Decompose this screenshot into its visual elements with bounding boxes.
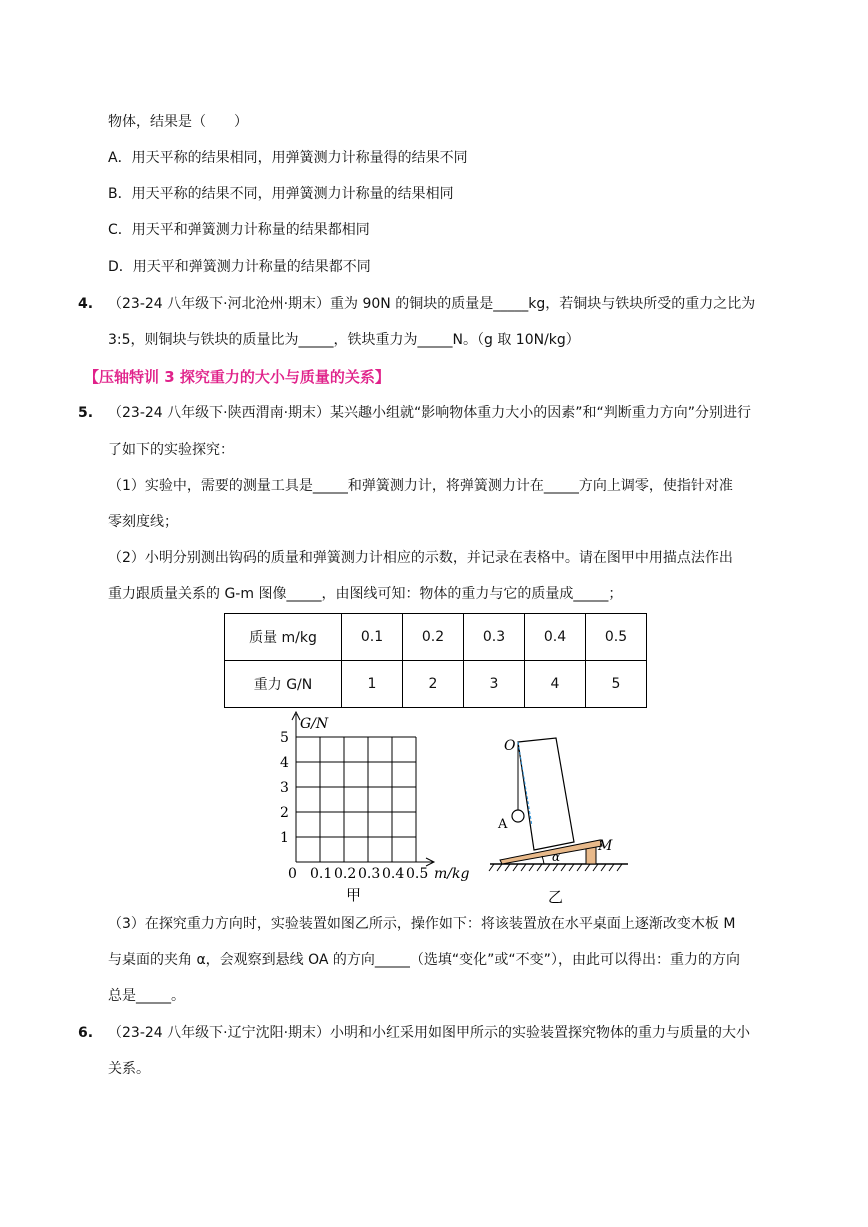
mass-weight-table [224, 613, 647, 708]
x-tick-label: 0.1 [310, 866, 333, 882]
q4-line1: （23-24 八年级下·河北沧州·期末）重为 90N 的铜块的质量是_____kg，若铜块与铁块所受的重力之比为 [108, 296, 756, 312]
table-cell: 质量 m/kg [225, 614, 342, 661]
q5-number: 5. [78, 405, 94, 421]
y-axis-label: G/N [300, 716, 329, 732]
table-cell: 0.4 [525, 614, 586, 661]
q5-line1: （23-24 八年级下·陕西渭南·期末）某兴趣小组就“影响物体重力大小的因素”和“判断重力方向”分别进行 [108, 405, 752, 421]
q3-option-d: D．用天平和弹簧测力计称量的结果都不同 [108, 259, 371, 275]
figure-yi-caption: 乙 [548, 888, 564, 906]
q5-part2-line2: 重力跟质量关系的 G-m 图像_____，由图线可知：物体的重力与它的质量成_____； [108, 586, 623, 602]
figure-yi-apparatus [488, 730, 638, 910]
x-tick-label: 0.4 [382, 866, 405, 882]
table-cell: 0.1 [342, 614, 403, 661]
table-row [225, 661, 647, 708]
label-a: A [498, 817, 508, 832]
figure-jia-grid [270, 706, 480, 906]
q3-stem-tail: 物体，结果是（ ） [108, 114, 248, 130]
q6-line2: 关系。 [108, 1061, 150, 1077]
q3-option-c: C．用天平和弹簧测力计称量的结果都相同 [108, 222, 370, 238]
x-tick-label: 0.3 [358, 866, 381, 882]
table-cell: 重力 G/N [225, 661, 342, 708]
table-cell: 0.2 [403, 614, 464, 661]
table-row [225, 614, 647, 661]
x-tick-label: 0.2 [334, 866, 357, 882]
x-axis-label: m/kg [434, 866, 470, 882]
q6-line1: （23-24 八年级下·辽宁沈阳·期末）小明和小红采用如图甲所示的实验装置探究物体的重力与质量的大小 [108, 1025, 751, 1041]
x-tick-label: 0.5 [406, 866, 429, 882]
q5-part3-line1: （3）在探究重力方向时，实验装置如图乙所示，操作如下：将该装置放在水平桌面上逐渐改变木板 M [108, 916, 736, 932]
y-tick-label: 3 [280, 780, 289, 796]
q6-number: 6. [78, 1025, 94, 1041]
ground-hatching [489, 864, 622, 871]
y-tick-label: 1 [280, 830, 289, 846]
angle-arc [542, 856, 544, 864]
q5-part1-line1: （1）实验中，需要的测量工具是_____和弹簧测力计，将弹簧测力计在_____方向上调零，使指针对准 [108, 478, 733, 494]
table-cell: 2 [403, 661, 464, 708]
q4-line2: 3:5，则铜块与铁块的质量比为_____，铁块重力为_____N。（g 取 10N/kg） [108, 332, 580, 348]
label-o: O [504, 738, 516, 754]
table-cell: 3 [464, 661, 525, 708]
table-cell: 4 [525, 661, 586, 708]
q5-part1-line2: 零刻度线； [108, 514, 178, 530]
y-tick-label: 5 [280, 730, 289, 746]
q5-part3-line2: 与桌面的夹角 α，会观察到悬线 OA 的方向_____（选填“变化”或“不变”），由此可以得出：重力的方向 [108, 952, 740, 968]
figure-jia-caption: 甲 [346, 886, 362, 904]
q5-part3-line3: 总是_____。 [108, 988, 185, 1004]
plumb-bob [512, 810, 524, 822]
q5-line2: 了如下的实验探究： [108, 442, 234, 458]
q3-option-b: B．用天平称的结果不同，用弹簧测力计称量的结果相同 [108, 186, 454, 202]
label-alpha: α [552, 850, 561, 864]
q5-part2-line1: （2）小明分别测出钩码的质量和弹簧测力计相应的示数，并记录在表格中。请在图甲中用描点法作出 [108, 550, 733, 566]
table-cell: 5 [586, 661, 647, 708]
section-title: 【压轴特训 3 探究重力的大小与质量的关系】 [84, 368, 390, 386]
x-tick-label: 0 [288, 866, 297, 882]
label-m: M [598, 838, 613, 854]
table-cell: 0.5 [586, 614, 647, 661]
table-cell: 1 [342, 661, 403, 708]
q3-option-a: A．用天平称的结果相同，用弹簧测力计称量得的结果不同 [108, 150, 468, 166]
q4-number: 4. [78, 296, 94, 312]
y-tick-label: 4 [280, 755, 289, 771]
table-cell: 0.3 [464, 614, 525, 661]
y-tick-label: 2 [280, 805, 289, 821]
